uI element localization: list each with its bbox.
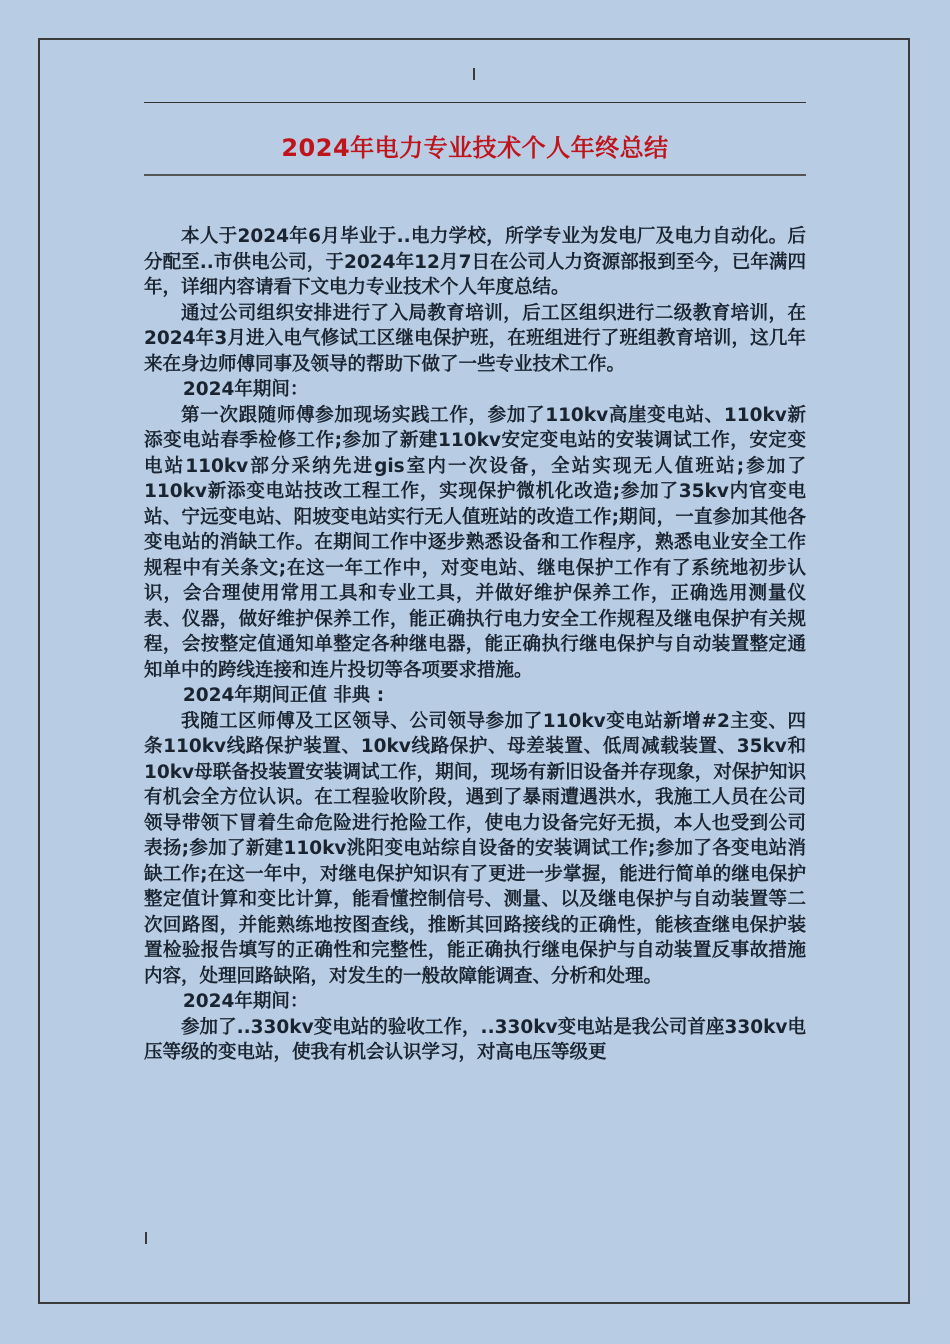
header-divider (144, 102, 806, 103)
paragraph-period-3: 参加了..330kv变电站的验收工作，..330kv变电站是我公司首座330kv电压等级的变电站，使我有机会认识学习，对高电压等级更 (144, 1016, 806, 1063)
paragraph-training: 通过公司组织安排进行了入局教育培训，后工区组织进行二级教育培训，在2024年3月进入电气修试工区继电保护班，在班组进行了班组教育培训，这几年来在身边师傅同事及领导的帮助下做了一些专业技术工作。 (144, 302, 806, 375)
paragraph-intro: 本人于2024年6月毕业于..电力学校，所学专业为发电厂及电力自动化。后分配至..市供电公司，于2024年12月7日在公司人力资源部报到至今，已年满四年，详细内容请看下文电力专业技术个人年度总结。 (144, 226, 806, 298)
paragraph-period-2: 我随工区师傅及工区领导、公司领导参加了110kv变电站新增#2主变、四条110kv线路保护装置、10kv线路保护、母差装置、低周减载装置、35kv和10kv母联备投装置安装调试工作，期间，现场有新旧设备并存现象，对保护知识有机会全方位认识。在工程验收阶段，遇到了暴雨遭遇洪水，我施工人员在公司领导带领下冒着生命危险进行抢险工作，使电力设备完好无损，本人也受到公司表扬;参加了新建110kv洮阳变电站综自设备的安装调试工作;参加了各变电站消缺工作;在这一年中，对继电保护知识有了更进一步掌握，能进行简单的继电保护整定值计算和变比计算，能看懂控制信号、测量、以及继电保护与自动装置等二次回路图，并能熟练地按图查线，推断其回路接线的正确性，能核查继电保护装置检验报告填写的正确性和完整性，能正确执行继电保护与自动装置反事故措施内容，处理回路缺陷，对发生的一般故障能调查、分析和处理。 (144, 710, 806, 987)
section-heading-period-3: 2024年期间： (182, 991, 309, 1012)
paragraph-period-1: 第一次跟随师傅参加现场实践工作，参加了110kv高崖变电站、110kv新添变电站春季检修工作;参加了新建110kv安定变电站的安装调试工作，安定变电站110kv部分采纳先进gis室内一次设备，全站实现无人值班站;参加了110kv新添变电站技改工程工作，实现保护微机化改造;参加了35kv内官变电站、宁远变电站、阳坡变电站实行无人值班站的改造工作;期间，一直参加其他各变电站的消缺工作。在期间工作中逐步熟悉设备和工作程序，熟悉电业安全工作规程中有关条文;在这一年工作中，对变电站、继电保护工作有了系统地初步认识，会合理使用常用工具和专业工具，并做好维护保养工作，正确选用测量仪表、仪器，做好维护保养工作，能正确执行电力安全工作规程及继电保护有关规程，会按整定值通知单整定各种继电器，能正确执行继电保护与自动装置整定通知单中的跨线连接和连片投切等各项要求措施。 (144, 404, 806, 681)
header-cursor-mark (473, 68, 475, 80)
footer-cursor-mark (145, 1232, 147, 1244)
document-title: 2024年电力专业技术个人年终总结 (281, 134, 669, 162)
section-heading-period-1: 2024年期间： (182, 379, 309, 400)
section-heading-period-2: 2024年期间正值 非典 : (182, 685, 385, 706)
title-divider (144, 174, 806, 176)
document-body (144, 224, 806, 1066)
